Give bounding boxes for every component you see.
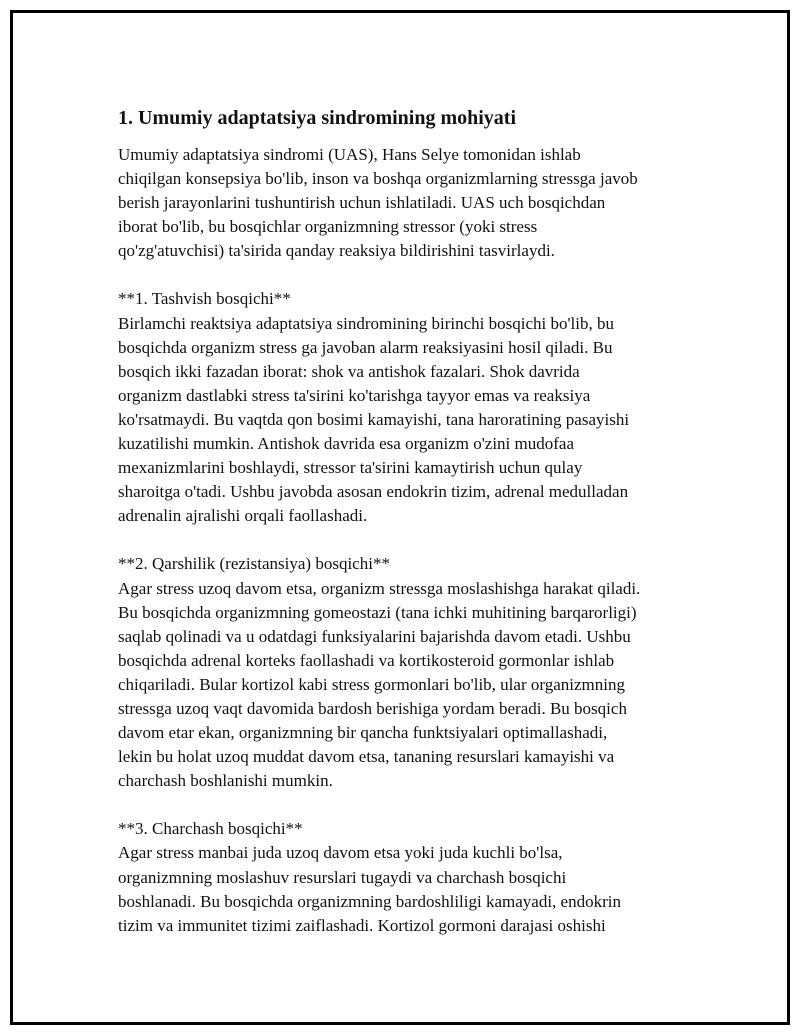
document-body bbox=[118, 105, 708, 962]
text-line: ko'rsatmaydi. Bu vaqtda qon bosimi kamayishi, tana haroratining pasayishi bbox=[118, 409, 630, 429]
text-line: bosqich ikki fazadan iborat: shok va antishok fazalari. Shok davrida bbox=[118, 361, 580, 381]
section-heading: 1. Umumiy adaptatsiya sindromining mohiyati bbox=[118, 107, 517, 129]
page-frame bbox=[10, 10, 790, 1025]
text-line: organizm dastlabki stress ta'sirini ko'tarishga tayyor emas va reaksiya bbox=[118, 385, 591, 405]
text-line: boshlanadi. Bu bosqichda organizmning bardoshliligi kamayadi, endokrin bbox=[118, 891, 621, 911]
text-line: iborat bo'lib, bu bosqichlar organizmning stressor (yoki stress bbox=[118, 217, 538, 237]
text-line: saqlab qolinadi va u odatdagi funksiyalarini bajarishda davom etadi. Ushbu bbox=[118, 626, 631, 646]
text-line: sharoitga o'tadi. Ushbu javobda asosan endokrin tizim, adrenal medulladan bbox=[118, 482, 629, 502]
subheading-line: **1. Tashvish bosqichi** bbox=[118, 289, 291, 309]
text-line: davom etar ekan, organizmning bir qancha funktsiyalari optimallashadi, bbox=[118, 723, 608, 743]
text-line: lekin bu holat uzoq muddat davom etsa, tananing resurslari kamayishi va bbox=[118, 747, 615, 767]
text-line: adrenalin ajralishi orqali faollashadi. bbox=[118, 506, 368, 526]
text-line: organizmning moslashuv resurslari tugaydi va charchash bosqichi bbox=[118, 867, 567, 887]
text-line: chiqilgan konsepsiya bo'lib, inson va boshqa organizmlarning stressga javob bbox=[118, 169, 638, 189]
text-line: berish jarayonlarini tushuntirish uchun ishlatiladi. UAS uch bosqichdan bbox=[118, 193, 606, 213]
text-line: tizim va immunitet tizimi zaiflashadi. Kortizol gormoni darajasi oshishi bbox=[118, 915, 606, 935]
text-line: mexanizmlarini boshlaydi, stressor ta'sirini kamaytirish uchun qulay bbox=[118, 458, 583, 478]
text-line: Bu bosqichda organizmning gomeostazi (tana ichki muhitining barqarorligi) bbox=[118, 602, 637, 622]
subheading-line: **3. Charchash bosqichi** bbox=[118, 819, 303, 839]
exhaustion-stage-paragraph bbox=[118, 817, 708, 937]
text-line: bosqichda adrenal korteks faollashadi va kortikosteroid gormonlar ishlab bbox=[118, 650, 615, 670]
text-line: qo'zg'atuvchisi) ta'sirida qanday reaksiya bildirishini tasvirlaydi. bbox=[118, 241, 555, 261]
text-line: Agar stress manbai juda uzoq davom etsa yoki juda kuchli bo'lsa, bbox=[118, 843, 563, 863]
text-line: stressga uzoq vaqt davomida bardosh berishiga yordam beradi. Bu bosqich bbox=[118, 698, 627, 718]
text-line: Birlamchi reaktsiya adaptatsiya sindromining birinchi bosqichi bo'lib, bu bbox=[118, 313, 614, 333]
text-line: Umumiy adaptatsiya sindromi (UAS), Hans Selye tomonidan ishlab bbox=[118, 145, 581, 164]
text-line: charchash boshlanishi mumkin. bbox=[118, 771, 333, 791]
intro-paragraph bbox=[118, 143, 708, 263]
text-line: bosqichda organizm stress ga javoban alarm reaksiyasini hosil qiladi. Bu bbox=[118, 337, 613, 357]
text-line: Agar stress uzoq davom etsa, organizm stressga moslashishga harakat qiladi. bbox=[118, 578, 641, 598]
alarm-stage-paragraph bbox=[118, 287, 708, 528]
text-line: chiqariladi. Bular kortizol kabi stress gormonlari bo'lib, ular organizmning bbox=[118, 674, 625, 694]
resistance-stage-paragraph bbox=[118, 552, 708, 793]
text-line: kuzatilishi mumkin. Antishok davrida esa organizm o'zini mudofaa bbox=[118, 434, 574, 454]
subheading-line: **2. Qarshilik (rezistansiya) bosqichi** bbox=[118, 554, 390, 574]
